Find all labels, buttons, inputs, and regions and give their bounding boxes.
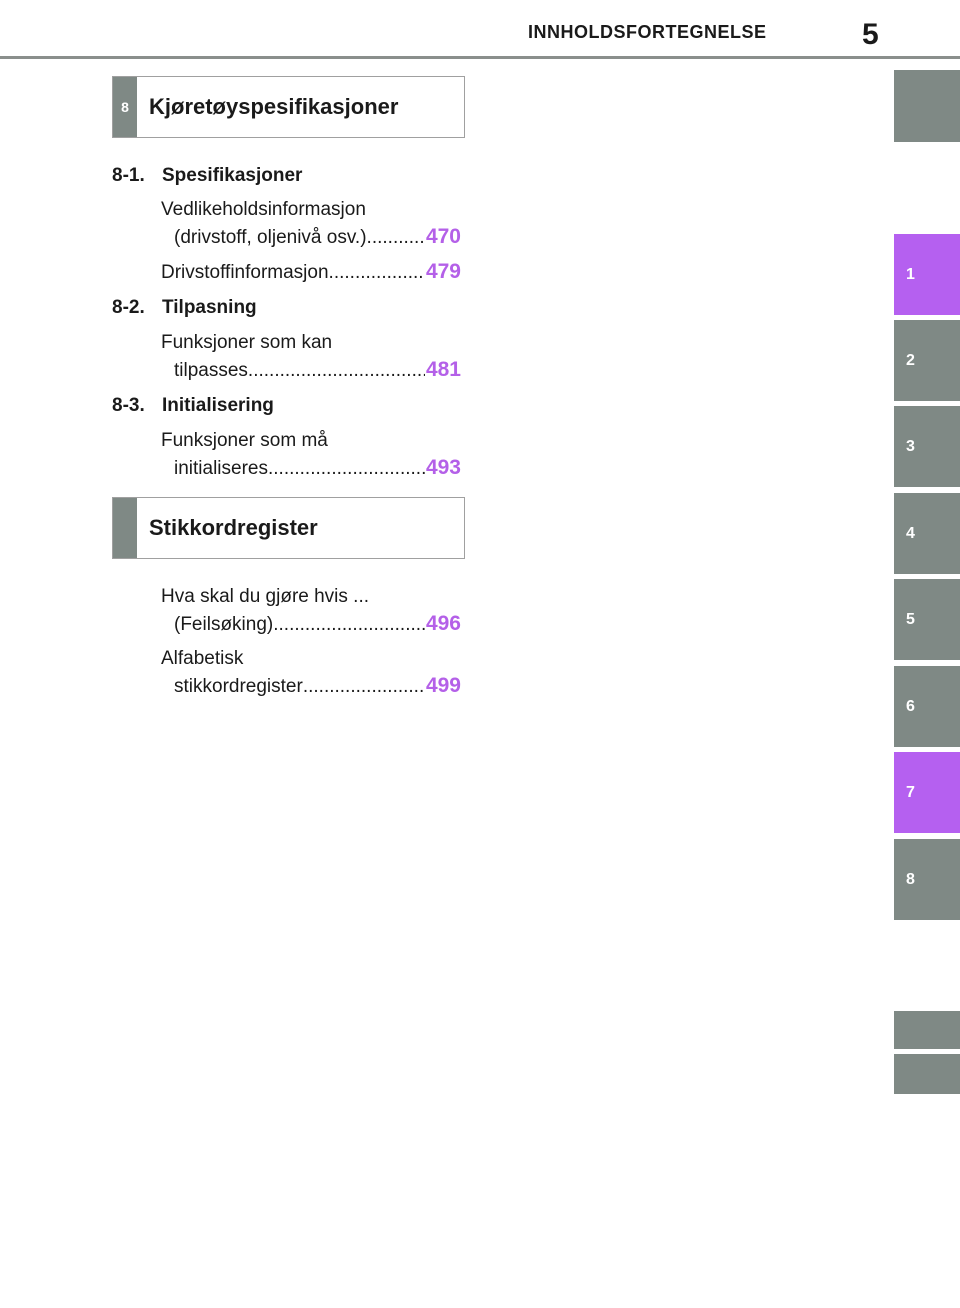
side-tab-4[interactable]: 4 [894,493,960,574]
page-ref[interactable]: 479 [425,260,461,283]
side-tab-8[interactable]: 8 [894,839,960,920]
page-number: 5 [862,18,879,51]
toc-entry-feilsoking[interactable]: Hva skal du gjøre hvis ... (Feilsøking) ..... 496 [161,583,461,638]
toc-entry-stikkordregister[interactable]: Alfabetisk stikkordregister ..... 499 [161,645,461,700]
section-title: Kjøretøyspesifikasjoner [149,94,399,119]
header-title: INNHOLDSFORTEGNELSE [528,22,767,42]
side-tab-2[interactable]: 2 [894,320,960,401]
section-title: Stikkordregister [149,515,318,540]
section-header-8 [112,76,465,138]
section-number-strip: 8 [113,77,137,137]
page-ref[interactable]: 496 [425,612,461,635]
side-tab-3[interactable]: 3 [894,406,960,487]
side-tab-7[interactable]: 7 [894,752,960,833]
side-tab-5[interactable]: 5 [894,579,960,660]
toc-heading-8-2[interactable]: 8-2. Tilpasning [112,297,257,318]
side-tab-6[interactable]: 6 [894,666,960,747]
page-ref[interactable]: 481 [425,358,461,381]
side-tab-1[interactable]: 1 [894,234,960,315]
toc-heading-8-3[interactable]: 8-3. Initialisering [112,395,274,416]
toc-entry-vedlikehold[interactable]: Vedlikeholdsinformasjon (drivstoff, oljenivå osv.) ..... 470 [161,196,461,251]
section-header-index [112,497,465,559]
toc-heading-8-1[interactable]: 8-1. Spesifikasjoner [112,165,303,186]
side-tab-index-a[interactable] [894,1011,960,1049]
toc-entry-drivstoff[interactable]: Drivstoffinformasjon ..... 479 [161,258,461,286]
section-number-strip [113,498,137,558]
page-ref[interactable]: 499 [425,674,461,697]
header-divider [0,56,960,59]
toc-entry-initialiseres[interactable]: Funksjoner som må initialiseres ..... 493 [161,427,461,482]
side-tab-index-b[interactable] [894,1054,960,1094]
page-ref[interactable]: 470 [425,225,461,248]
toc-entry-tilpasses[interactable]: Funksjoner som kan tilpasses ..... 481 [161,329,461,384]
side-tab-contents[interactable] [894,70,960,142]
page-ref[interactable]: 493 [425,456,461,479]
